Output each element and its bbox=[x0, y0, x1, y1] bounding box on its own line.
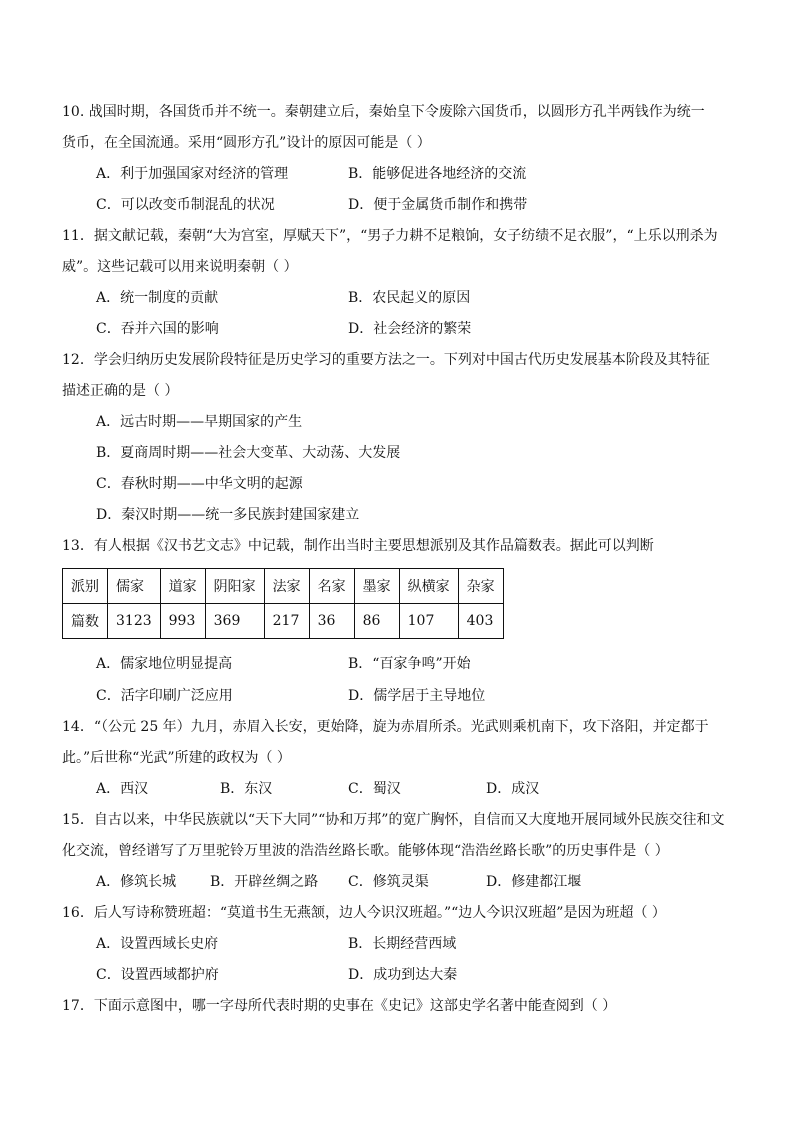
q17-stem-line1: 17．下面示意图中，哪一字母所代表时期的史事在《史记》这部史学名著中能查阅到（ ） bbox=[62, 998, 617, 1014]
q13-option-c: C．活字印刷广泛应用 bbox=[96, 688, 233, 704]
q15-option-a: A．修筑长城 bbox=[96, 874, 177, 890]
q13-option-b: B．“百家争鸣”开始 bbox=[348, 656, 471, 672]
table-cell: 法家 bbox=[264, 569, 309, 604]
table-cell: 阴阳家 bbox=[205, 569, 264, 604]
table-cell: 369 bbox=[205, 604, 264, 639]
q16-stem-line1: 16．后人写诗称赞班超：“莫道书生无燕颔，边人今识汉班超。”“边人今识汉班超”是因为班超（ ） bbox=[62, 905, 666, 921]
table-cell: 杂家 bbox=[458, 569, 503, 604]
q12-option-a: A．远古时期——早期国家的产生 bbox=[96, 414, 303, 430]
table-cell: 篇数 bbox=[63, 604, 108, 639]
q13-stem-line1: 13．有人根据《汉书艺文志》中记载，制作出当时主要思想派别及其作品篇数表。据此可以判断 bbox=[62, 538, 654, 554]
q10-option-a: A．利于加强国家对经济的管理 bbox=[96, 166, 289, 182]
q10-stem-line1: 10. 战国时期，各国货币并不统一。秦朝建立后，秦始皇下令废除六国货币，以圆形方孔半两钱作为统一 bbox=[62, 104, 705, 120]
q10-option-c: C．可以改变币制混乱的状况 bbox=[96, 197, 275, 213]
q14-stem-line1: 14．“（公元 25 年）九月，赤眉入长安，更始降，旋为赤眉所杀。光武则乘机南下，攻下洛阳，并定都于 bbox=[62, 719, 709, 735]
q11-option-c: C．吞并六国的影响 bbox=[96, 321, 219, 337]
table-cell: 217 bbox=[264, 604, 309, 639]
table-cell: 纵横家 bbox=[399, 569, 458, 604]
table-cell: 403 bbox=[458, 604, 503, 639]
q12-option-d: D．秦汉时期——统一多民族封建国家建立 bbox=[96, 507, 360, 523]
q10-stem-line2: 货币，在全国流通。采用“圆形方孔”设计的原因可能是（ ） bbox=[62, 135, 431, 151]
q12-stem-line1: 12．学会归纳历史发展阶段特征是历史学习的重要方法之一。下列对中国古代历史发展基本阶段及其特征 bbox=[62, 352, 710, 368]
q15-stem-line2: 化交流，曾经谱写了万里驼铃万里波的浩浩丝路长歌。能够体现“浩浩丝路长歌”的历史事件是（ ） bbox=[62, 843, 669, 859]
q11-stem-line2: 威”。这些记载可以用来说明秦朝（ ） bbox=[62, 259, 298, 275]
table-cell: 名家 bbox=[309, 569, 354, 604]
q14-stem-line2: 此。”后世称“光武”所建的政权为（ ） bbox=[62, 750, 291, 766]
q10-option-b: B．能够促进各地经济的交流 bbox=[348, 166, 527, 182]
q14-option-a: A．西汉 bbox=[96, 781, 149, 797]
q14-option-c: C．蜀汉 bbox=[348, 781, 401, 797]
schools-works-table bbox=[62, 568, 504, 639]
q14-option-b: B．东汉 bbox=[220, 781, 273, 797]
table-row bbox=[63, 569, 504, 604]
table-row bbox=[63, 604, 504, 639]
q14-option-d: D．成汉 bbox=[486, 781, 540, 797]
table-cell: 派别 bbox=[63, 569, 108, 604]
q12-option-b: B．夏商周时期——社会大变革、大动荡、大发展 bbox=[96, 445, 401, 461]
table-cell: 36 bbox=[309, 604, 354, 639]
q11-stem-line1: 11．据文献记载，秦朝“大为宫室，厚赋天下”，“男子力耕不足粮饷，女子纺绩不足衣服”，“上乐以刑杀为 bbox=[62, 228, 718, 244]
q12-stem-line2: 描述正确的是（ ） bbox=[62, 383, 179, 399]
q13-option-a: A．儒家地位明显提高 bbox=[96, 656, 233, 672]
q12-option-c: C．春秋时期——中华文明的起源 bbox=[96, 476, 303, 492]
q15-option-b: B．开辟丝绸之路 bbox=[210, 874, 319, 890]
q13-option-d: D．儒学居于主导地位 bbox=[348, 688, 486, 704]
q16-option-c: C．设置西域都护府 bbox=[96, 967, 219, 983]
table-cell: 儒家 bbox=[108, 569, 161, 604]
q15-option-d: D．修建都江堰 bbox=[486, 874, 582, 890]
table-cell: 3123 bbox=[108, 604, 161, 639]
q11-option-d: D．社会经济的繁荣 bbox=[348, 321, 472, 337]
table-cell: 993 bbox=[160, 604, 205, 639]
q11-option-a: A．统一制度的贡献 bbox=[96, 290, 219, 306]
q16-option-d: D．成功到达大秦 bbox=[348, 967, 458, 983]
q11-option-b: B．农民起义的原因 bbox=[348, 290, 471, 306]
table-cell: 107 bbox=[399, 604, 458, 639]
q15-stem-line1: 15．自古以来，中华民族就以“天下大同”“协和万邦”的宽广胸怀，自信而又大度地开展同域外民族交往和文 bbox=[62, 812, 725, 828]
q10-option-d: D．便于金属货币制作和携带 bbox=[348, 197, 528, 213]
q15-option-c: C．修筑灵渠 bbox=[348, 874, 429, 890]
table-cell: 道家 bbox=[160, 569, 205, 604]
q16-option-b: B．长期经营西域 bbox=[348, 936, 457, 952]
table-cell: 墨家 bbox=[354, 569, 399, 604]
q16-option-a: A．设置西域长史府 bbox=[96, 936, 219, 952]
table-cell: 86 bbox=[354, 604, 399, 639]
